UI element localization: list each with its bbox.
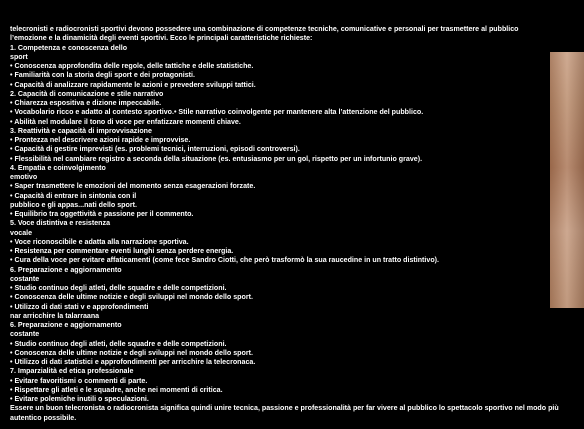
bullet-item: • Vocabolario ricco e adatto al contesto sportivo.• Stile narrativo coinvolgente per mantenere alta l’attenzione del pubblico. (10, 108, 424, 117)
section-heading: 5. Voce distintiva e resistenza (10, 219, 111, 228)
bullet-item: • Utilizzo di dati stati v e approfondimenti (10, 302, 149, 311)
bullet-item: • Voce riconoscibile e adatta alla narrazione sportiva. (10, 237, 189, 246)
text-line: l’emozione e la dinamicità degli eventi sportivi. Ecco le principali caratteristiche richieste: (10, 34, 313, 43)
bullet-item: • Studio continuo degli atleti, delle squadre e delle competizioni. (10, 339, 227, 348)
section-heading: 1. Competenza e conoscenza dello (10, 43, 128, 52)
section-heading: costante (10, 274, 40, 283)
bullet-item: • Capacità di analizzare rapidamente le azioni e prevedere sviluppi tattici. (10, 80, 256, 89)
bullet-item: • Flessibilità nel cambiare registro a seconda della situazione (es. entusiasmo per un gol, rispetto per un infortunio grave). (10, 154, 423, 163)
bullet-item: • Studio continuo degli atleti, delle squadre e delle competizioni. (10, 284, 227, 292)
bullet-item: • Abilità nel modulare il tono di voce per enfatizzare momenti chiave. (10, 117, 241, 126)
section-heading: 6. Preparazione e aggiornamento (10, 321, 122, 329)
closing-paragraph: Essere un buon telecronista o radiocronista significa quindi unire tecnica, passione e professionalità per far vivere al pubblico lo spettacolo sportivo nel modo più autentico possibile. (10, 404, 559, 422)
bullet-item: • Conoscenza delle ultime notizie e degli sviluppi nel mondo dello sport. (10, 348, 253, 357)
section-heading: vocale (10, 228, 33, 237)
bullet-item: • Capacità di gestire imprevisti (es. problemi tecnici, interruzioni, episodi controversi). (10, 145, 300, 154)
bullet-item: • Evitare polemiche inutili o speculazioni. (10, 395, 149, 403)
bullet-item: • Evitare favoritismi o commenti di parte. (10, 376, 148, 385)
bullet-item: • Utilizzo di dati statistici e approfondimenti per arricchire la telecronaca. (10, 358, 256, 366)
bullet-item: • Capacità di entrare in sintonia con il (10, 191, 137, 200)
section-heading: 3. Reattività e capacità di improvvisazione (10, 126, 152, 135)
bullet-item: • Rispettare gli atleti e le squadre, anche nei momenti di critica. (10, 385, 223, 394)
bullet-item: • Equilibrio tra oggettività e passione per il commento. (10, 210, 194, 218)
bullet-item: • Conoscenza delle ultime notizie e degli sviluppi nel mondo dello sport. (10, 293, 253, 302)
section-heading: 2. Capacità di comunicazione e stile narrativo (10, 89, 164, 98)
section-heading: 4. Empatia e coinvolgimento (10, 163, 106, 172)
bullet-item: • Conoscenza approfondita delle regole, delle tattiche e delle statistiche. (10, 62, 254, 70)
bullet-item: • Saper trasmettere le emozioni del momento senza esagerazioni forzate. (10, 182, 256, 191)
bullet-item: pubblico e gli appas...nati dello sport. (10, 200, 137, 209)
section-heading: sport (10, 52, 28, 61)
bullet-item: • Chiarezza espositiva e dizione impeccabile. (10, 99, 162, 107)
article-text (10, 25, 568, 423)
section-heading: emotivo (10, 173, 38, 181)
section-heading: 6. Preparazione e aggiornamento (10, 265, 122, 274)
bullet-item: • Cura della voce per evitare affaticamenti (come fece Sandro Ciotti, che però trasformò la sua raucedine in un tratto distintivo). (10, 256, 440, 265)
bullet-item: • Resistenza per commentare eventi lunghi senza perdere energia. (10, 247, 234, 255)
section-heading: costante (10, 330, 40, 339)
bullet-item: • Familiarità con la storia degli sport e dei protagonisti. (10, 71, 195, 80)
bullet-item: • Prontezza nel descrivere azioni rapide e improvvise. (10, 136, 191, 144)
photo-thumbnail (550, 52, 584, 308)
bullet-item: nar arricchire la talarraana (10, 311, 100, 320)
section-heading: 7. Imparzialità ed etica professionale (10, 367, 134, 376)
text-line: telecronisti e radiocronisti sportivi devono possedere una combinazione di competenze tecniche, comunicative e personali per trasmettere al pubblico (10, 25, 519, 33)
